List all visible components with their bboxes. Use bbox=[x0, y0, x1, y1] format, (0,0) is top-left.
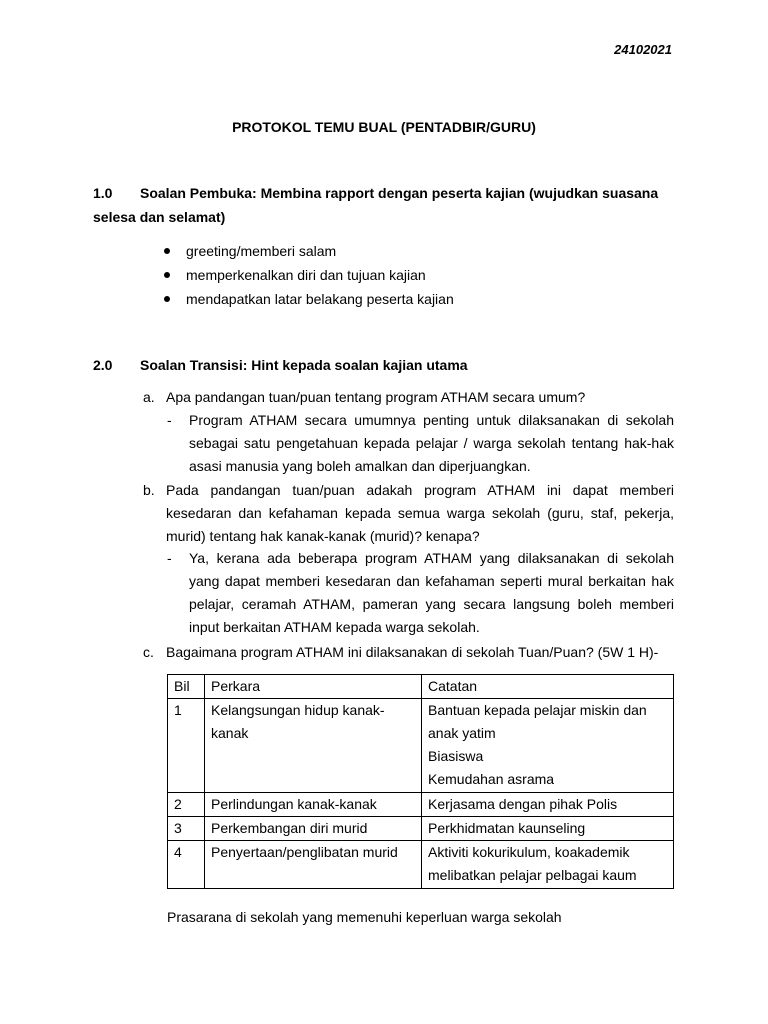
cell-bil: 2 bbox=[168, 793, 205, 817]
list-item-text: mendapatkan latar belakang peserta kajian bbox=[186, 291, 454, 307]
list-item bbox=[160, 287, 680, 311]
header-catatan: Catatan bbox=[422, 675, 674, 699]
answer-text: Program ATHAM secara umumnya penting untuk dilaksanakan di sekolah sebagai satu pengetahuan kepada pelajar / warga sekolah tentang hak-hak asasi manusia yang boleh amalkan dan diperjuangkan. bbox=[189, 412, 674, 474]
cell-catatan: Kerjasama dengan pihak Polis bbox=[422, 793, 674, 817]
list-item bbox=[160, 239, 680, 263]
section-heading: Soalan Transisi: Hint kepada soalan kajian utama bbox=[140, 357, 468, 373]
question-letter: b. bbox=[143, 482, 155, 498]
bullet-icon bbox=[164, 248, 170, 254]
section-transition bbox=[93, 353, 674, 377]
answer-dash: - bbox=[167, 550, 172, 566]
document-title: PROTOKOL TEMU BUAL (PENTADBIR/GURU) bbox=[232, 119, 536, 135]
implementation-table bbox=[167, 674, 674, 889]
cell-perkara: Penyertaan/penglibatan murid bbox=[205, 841, 422, 889]
bullet-icon bbox=[164, 296, 170, 302]
footer-text: Prasarana di sekolah yang memenuhi keperluan warga sekolah bbox=[167, 909, 562, 925]
cell-catatan: Perkhidmatan kaunseling bbox=[422, 817, 674, 841]
header-perkara: Perkara bbox=[205, 675, 422, 699]
question-letter: c. bbox=[143, 644, 154, 660]
cell-perkara: Kelangsungan hidup kanak-kanak bbox=[205, 699, 422, 793]
table-row bbox=[168, 841, 674, 889]
list-item-text: memperkenalkan diri dan tujuan kajian bbox=[186, 267, 426, 283]
opening-bullet-list bbox=[160, 239, 680, 311]
catatan-line: Bantuan kepada pelajar miskin dan anak yatim bbox=[428, 702, 647, 741]
cell-perkara: Perkembangan diri murid bbox=[205, 817, 422, 841]
header-bil: Bil bbox=[168, 675, 205, 699]
question-c bbox=[143, 641, 674, 664]
table-row bbox=[168, 817, 674, 841]
question-text: Pada pandangan tuan/puan adakah program ATHAM ini dapat memberi kesedaran dan kefahaman kepada semua warga sekolah (guru, staf, pekerja, murid) tentang hak kanak-kanak (murid)? kenapa? bbox=[166, 482, 674, 544]
question-text: Apa pandangan tuan/puan tentang program ATHAM secara umum? bbox=[166, 389, 586, 405]
document-id: 24102021 bbox=[614, 42, 672, 57]
question-b bbox=[143, 479, 674, 548]
question-letter: a. bbox=[143, 389, 155, 405]
answer-dash: - bbox=[167, 412, 172, 428]
section-heading-line1: Soalan Pembuka: Membina rapport dengan peserta kajian (wujudkan suasana bbox=[140, 185, 659, 201]
cell-catatan: Aktiviti kokurikulum, koakademik melibatkan pelajar pelbagai kaum bbox=[422, 841, 674, 889]
section-heading-line2: selesa dan selamat) bbox=[93, 209, 226, 225]
list-item-text: greeting/memberi salam bbox=[186, 243, 337, 259]
table-header-row bbox=[168, 675, 674, 699]
answer-text: Ya, kerana ada beberapa program ATHAM yang dilaksanakan di sekolah yang dapat memberi kesedaran dan kefahaman seperti mural berkaitan hak pelajar, ceramah ATHAM, pameran yang secara langsung boleh memberi input berkaitan ATHAM kepada warga sekolah. bbox=[189, 550, 674, 635]
section-number: 1.0 bbox=[93, 185, 113, 201]
catatan-line: Kemudahan asrama bbox=[428, 771, 555, 787]
cell-perkara: Perlindungan kanak-kanak bbox=[205, 793, 422, 817]
table-row bbox=[168, 793, 674, 817]
question-a bbox=[143, 386, 674, 409]
table-row bbox=[168, 699, 674, 793]
cell-bil: 4 bbox=[168, 841, 205, 889]
question-text: Bagaimana program ATHAM ini dilaksanakan di sekolah Tuan/Puan? (5W 1 H)- bbox=[166, 644, 659, 660]
bullet-icon bbox=[164, 272, 170, 278]
cell-bil: 3 bbox=[168, 817, 205, 841]
cell-bil: 1 bbox=[168, 699, 205, 793]
list-item bbox=[160, 263, 680, 287]
section-opening bbox=[93, 181, 674, 229]
cell-catatan bbox=[422, 699, 674, 793]
section-number: 2.0 bbox=[93, 357, 113, 373]
catatan-line: Biasiswa bbox=[428, 748, 484, 764]
answer-a bbox=[167, 409, 674, 478]
answer-b bbox=[167, 547, 674, 639]
